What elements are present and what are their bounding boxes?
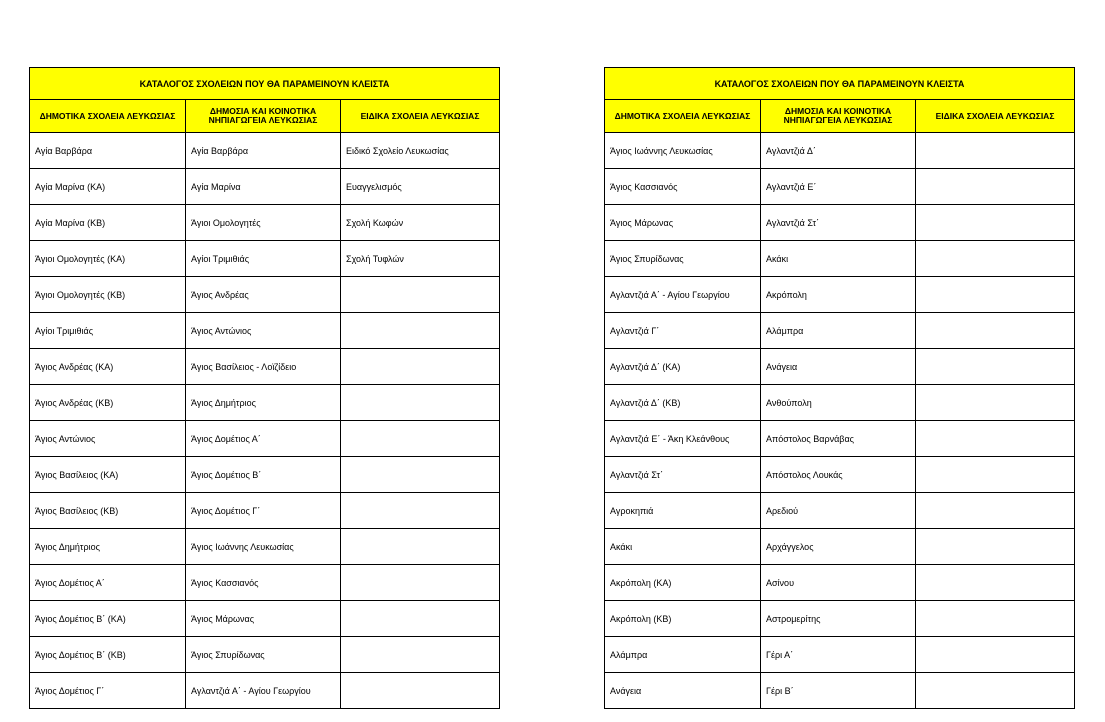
special-school-cell	[341, 529, 500, 565]
primary-school-cell: Ακάκι	[605, 529, 761, 565]
primary-school-cell: Ακρόπολη (ΚΑ)	[605, 565, 761, 601]
kindergarten-cell: Άγιος Δομέτιος Α΄	[186, 421, 341, 457]
table-row	[605, 385, 1075, 421]
special-school-cell	[341, 313, 500, 349]
special-school-cell	[916, 421, 1075, 457]
kindergarten-cell: Γέρι Α΄	[761, 637, 916, 673]
kindergarten-cell: Ακρόπολη	[761, 277, 916, 313]
right-schools-table	[604, 67, 1075, 709]
kindergarten-cell: Άγιος Δημήτριος	[186, 385, 341, 421]
table-title: ΚΑΤΑΛΟΓΟΣ ΣΧΟΛΕΙΩΝ ΠΟΥ ΘΑ ΠΑΡΑΜΕΙΝΟΥΝ ΚΛΕΙΣΤΑ	[605, 68, 1075, 100]
table-row	[605, 601, 1075, 637]
primary-school-cell: Άγιος Μάρωνας	[605, 205, 761, 241]
kindergarten-cell: Αγλαντζιά Δ΄	[761, 133, 916, 169]
kindergarten-cell: Αγία Βαρβάρα	[186, 133, 341, 169]
special-school-cell	[916, 565, 1075, 601]
table-row	[30, 421, 500, 457]
kindergarten-cell: Αγία Μαρίνα	[186, 169, 341, 205]
primary-school-cell: Αγία Μαρίνα (ΚΑ)	[30, 169, 186, 205]
primary-school-cell: Αλάμπρα	[605, 637, 761, 673]
table-row	[605, 637, 1075, 673]
kindergarten-cell: Άγιοι Ομολογητές	[186, 205, 341, 241]
table-row	[30, 385, 500, 421]
kindergarten-cell: Άγιος Βασίλειος - Λοϊζίδειο	[186, 349, 341, 385]
primary-school-cell: Άγιος Ιωάννης Λευκωσίας	[605, 133, 761, 169]
table-title-row	[30, 68, 500, 100]
table-row	[30, 241, 500, 277]
primary-school-cell: Αγλαντζιά Ε΄ - Άκη Κλεάνθους	[605, 421, 761, 457]
kindergarten-cell: Άγιος Δομέτιος Γ΄	[186, 493, 341, 529]
kindergarten-cell: Ακάκι	[761, 241, 916, 277]
primary-school-cell: Άγιος Σπυρίδωνας	[605, 241, 761, 277]
left-schools-table	[29, 67, 500, 709]
special-school-cell	[916, 385, 1075, 421]
primary-school-cell: Αγλαντζιά Στ΄	[605, 457, 761, 493]
kindergarten-cell: Άγιος Ανδρέας	[186, 277, 341, 313]
special-school-cell	[341, 601, 500, 637]
kindergarten-cell: Αλάμπρα	[761, 313, 916, 349]
special-school-cell	[916, 169, 1075, 205]
table-row	[605, 457, 1075, 493]
primary-school-cell: Αγλαντζιά Α΄ - Αγίου Γεωργίου	[605, 277, 761, 313]
table-row	[605, 241, 1075, 277]
special-school-cell	[341, 349, 500, 385]
table-title: ΚΑΤΑΛΟΓΟΣ ΣΧΟΛΕΙΩΝ ΠΟΥ ΘΑ ΠΑΡΑΜΕΙΝΟΥΝ ΚΛΕΙΣΤΑ	[30, 68, 500, 100]
column-header-kindergartens: ΔΗΜΟΣΙΑ ΚΑΙ ΚΟΙΝΟΤΙΚΑ ΝΗΠΙΑΓΩΓΕΙΑ ΛΕΥΚΩΣΙΑΣ	[761, 100, 916, 133]
primary-school-cell: Άγιος Δημήτριος	[30, 529, 186, 565]
kindergarten-cell: Ανάγεια	[761, 349, 916, 385]
table-row	[605, 205, 1075, 241]
table-row	[605, 529, 1075, 565]
kindergarten-cell: Αγίοι Τριμιθιάς	[186, 241, 341, 277]
table-row	[30, 601, 500, 637]
primary-school-cell: Αγλαντζιά Γ΄	[605, 313, 761, 349]
table-header-row	[30, 100, 500, 133]
special-school-cell: Σχολή Τυφλών	[341, 241, 500, 277]
table-row	[30, 565, 500, 601]
column-header-primary-schools: ΔΗΜΟΤΙΚΑ ΣΧΟΛΕΙΑ ΛΕΥΚΩΣΙΑΣ	[30, 100, 186, 133]
kindergarten-cell: Άγιος Δομέτιος Β΄	[186, 457, 341, 493]
kindergarten-cell: Απόστολος Λουκάς	[761, 457, 916, 493]
table-row	[30, 205, 500, 241]
primary-school-cell: Αγλαντζιά Δ΄ (ΚΒ)	[605, 385, 761, 421]
special-school-cell	[341, 673, 500, 709]
special-school-cell: Ειδικό Σχολείο Λευκωσίας	[341, 133, 500, 169]
special-school-cell	[916, 133, 1075, 169]
kindergarten-cell: Άγιος Μάρωνας	[186, 601, 341, 637]
table-row	[30, 313, 500, 349]
table-row	[30, 673, 500, 709]
primary-school-cell: Ακρόπολη (ΚΒ)	[605, 601, 761, 637]
special-school-cell	[916, 493, 1075, 529]
kindergarten-cell: Άγιος Κασσιανός	[186, 565, 341, 601]
kindergarten-cell: Άγιος Αντώνιος	[186, 313, 341, 349]
column-header-special-schools: ΕΙΔΙΚΑ ΣΧΟΛΕΙΑ ΛΕΥΚΩΣΙΑΣ	[341, 100, 500, 133]
kindergarten-cell: Αστρομερίτης	[761, 601, 916, 637]
column-header-kindergartens: ΔΗΜΟΣΙΑ ΚΑΙ ΚΟΙΝΟΤΙΚΑ ΝΗΠΙΑΓΩΓΕΙΑ ΛΕΥΚΩΣΙΑΣ	[186, 100, 341, 133]
table-row	[605, 673, 1075, 709]
primary-school-cell: Άγιος Αντώνιος	[30, 421, 186, 457]
kindergarten-cell: Αρχάγγελος	[761, 529, 916, 565]
special-school-cell	[916, 277, 1075, 313]
kindergarten-cell: Αρεδιού	[761, 493, 916, 529]
kindergarten-cell: Αγλαντζιά Α΄ - Αγίου Γεωργίου	[186, 673, 341, 709]
primary-school-cell: Άγιος Ανδρέας (ΚΑ)	[30, 349, 186, 385]
primary-school-cell: Άγιος Βασίλειος (ΚΒ)	[30, 493, 186, 529]
table-title-row	[605, 68, 1075, 100]
kindergarten-cell: Άγιος Σπυρίδωνας	[186, 637, 341, 673]
kindergarten-cell: Ασίνου	[761, 565, 916, 601]
primary-school-cell: Άγιος Κασσιανός	[605, 169, 761, 205]
primary-school-cell: Άγιος Βασίλειος (ΚΑ)	[30, 457, 186, 493]
table-row	[30, 457, 500, 493]
special-school-cell	[916, 529, 1075, 565]
table-row	[605, 421, 1075, 457]
kindergarten-cell: Απόστολος Βαρνάβας	[761, 421, 916, 457]
kindergarten-cell: Γέρι Β΄	[761, 673, 916, 709]
primary-school-cell: Αγία Μαρίνα (ΚΒ)	[30, 205, 186, 241]
table-row	[30, 169, 500, 205]
special-school-cell	[341, 385, 500, 421]
primary-school-cell: Άγιος Ανδρέας (ΚΒ)	[30, 385, 186, 421]
table-row	[30, 637, 500, 673]
primary-school-cell: Ανάγεια	[605, 673, 761, 709]
table-row	[605, 169, 1075, 205]
special-school-cell	[916, 601, 1075, 637]
special-school-cell	[916, 313, 1075, 349]
table-row	[605, 313, 1075, 349]
primary-school-cell: Άγιος Δομέτιος Γ΄	[30, 673, 186, 709]
kindergarten-cell: Ανθούπολη	[761, 385, 916, 421]
column-header-special-schools: ΕΙΔΙΚΑ ΣΧΟΛΕΙΑ ΛΕΥΚΩΣΙΑΣ	[916, 100, 1075, 133]
table-row	[30, 277, 500, 313]
primary-school-cell: Άγιοι Ομολογητές (ΚΒ)	[30, 277, 186, 313]
primary-school-cell: Αγροκηπιά	[605, 493, 761, 529]
primary-school-cell: Άγιος Δομέτιος Β΄ (ΚΒ)	[30, 637, 186, 673]
special-school-cell: Ευαγγελισμός	[341, 169, 500, 205]
special-school-cell	[916, 205, 1075, 241]
table-row	[30, 133, 500, 169]
column-header-primary-schools: ΔΗΜΟΤΙΚΑ ΣΧΟΛΕΙΑ ΛΕΥΚΩΣΙΑΣ	[605, 100, 761, 133]
special-school-cell	[916, 349, 1075, 385]
right-table-body	[605, 133, 1075, 709]
special-school-cell	[341, 493, 500, 529]
kindergarten-cell: Άγιος Ιωάννης Λευκωσίας	[186, 529, 341, 565]
special-school-cell	[341, 565, 500, 601]
special-school-cell	[916, 637, 1075, 673]
special-school-cell	[341, 421, 500, 457]
special-school-cell: Σχολή Κωφών	[341, 205, 500, 241]
special-school-cell	[341, 637, 500, 673]
special-school-cell	[916, 673, 1075, 709]
special-school-cell	[341, 457, 500, 493]
primary-school-cell: Αγίοι Τριμιθιάς	[30, 313, 186, 349]
table-row	[605, 133, 1075, 169]
table-row	[605, 565, 1075, 601]
table-row	[605, 349, 1075, 385]
table-header-row	[605, 100, 1075, 133]
table-row	[30, 493, 500, 529]
special-school-cell	[916, 241, 1075, 277]
primary-school-cell: Άγιοι Ομολογητές (ΚΑ)	[30, 241, 186, 277]
primary-school-cell: Αγλαντζιά Δ΄ (ΚΑ)	[605, 349, 761, 385]
primary-school-cell: Άγιος Δομέτιος Α΄	[30, 565, 186, 601]
table-row	[30, 349, 500, 385]
special-school-cell	[916, 457, 1075, 493]
special-school-cell	[341, 277, 500, 313]
kindergarten-cell: Αγλαντζιά Στ΄	[761, 205, 916, 241]
table-row	[605, 277, 1075, 313]
primary-school-cell: Αγία Βαρβάρα	[30, 133, 186, 169]
table-row	[30, 529, 500, 565]
kindergarten-cell: Αγλαντζιά Ε΄	[761, 169, 916, 205]
table-row	[605, 493, 1075, 529]
primary-school-cell: Άγιος Δομέτιος Β΄ (ΚΑ)	[30, 601, 186, 637]
left-table-body	[30, 133, 500, 709]
